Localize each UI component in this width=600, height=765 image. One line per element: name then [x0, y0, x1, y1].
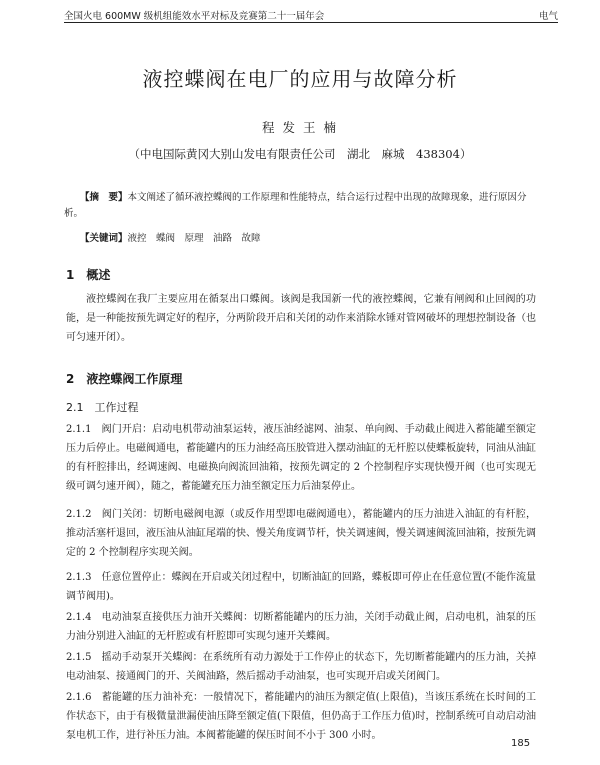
- keywords-text: 液控 蝶阀 原理 油路 故障: [127, 233, 261, 244]
- header-left: 全国火电 600MW 级机组能效水平对标及竞赛第二十一届年会: [64, 11, 325, 22]
- item-head: 任意位置停止：: [101, 572, 172, 583]
- item-2-1-4: [66, 608, 536, 646]
- item-head: 摇动手动泵开关蝶阀：: [101, 652, 203, 663]
- item-head: 阀门开启：: [101, 424, 153, 435]
- item-2-1-1: [66, 420, 536, 496]
- item-text: 启动电机带动油泵运转，液压油经滤网、油泵、单向阀、手动截止阀进入蓄能罐至额定压力后停止。电磁阀通电，蓄能罐内的压力油经高压胶管进入摆动油缸的无杆腔以使蝶板旋转，同油从油缸的有杆腔排出，经调速阀、电磁换向阀流回油箱，按预先调定的 2 个控制程序实现快慢开阀（也可实现无级可调匀速开阀），随之，蓄能罐充压力油至额定压力后油泵停止。: [66, 424, 537, 492]
- subsection-2-1-heading: 2.1 工作过程: [66, 401, 139, 414]
- section-2-heading: 2 液控蝶阀工作原理: [66, 372, 183, 386]
- item-head: 电动油泵直接供压力油开关蝶阀：: [101, 612, 254, 623]
- keywords-label: 【关键词】: [80, 233, 128, 244]
- abstract-label: 【摘 要】: [80, 192, 128, 203]
- author: 程 发 王 楠: [262, 120, 338, 135]
- item-2-1-3: [66, 568, 536, 606]
- item-2-1-2: [66, 505, 536, 562]
- item-num: 2.1.5: [66, 652, 92, 663]
- page-number: 185: [511, 738, 531, 749]
- header-right: 电气: [538, 11, 558, 22]
- item-head: 蓄能罐的压力油补充：: [101, 692, 204, 703]
- running-header: [64, 8, 558, 23]
- item-text: 切断蓄能罐内的压力油，关闭手动截止阀，启动电机，油泵的压力油分别进入油缸的无杆腔或有杆腔即可实现匀速开关蝶阀。: [66, 612, 537, 642]
- item-num: 2.1.3: [66, 572, 92, 583]
- item-num: 2.1.1: [66, 424, 92, 435]
- item-head: 阀门关闭：: [101, 509, 153, 520]
- item-2-1-6: [66, 688, 536, 745]
- abstract-text: 本文阐述了循环液控蝶阀的工作原理和性能特点，结合运行过程中出现的故障现象，进行原因分析。: [64, 192, 527, 219]
- item-num: 2.1.2: [66, 509, 92, 520]
- section-1-paragraph: 液控蝶阀在我厂主要应用在循泵出口蝶阀。该阀是我国新一代的液控蝶阀，它兼有闸阀和止回阀的功能，是一种能按预先调定好的程序，分两阶段开启和关闭的动作来消除水锤对管网破坏的理想控制设备（也可匀速开闭）。: [66, 294, 536, 343]
- affiliation: （中电国际黄冈大别山发电有限责任公司 湖北 麻城 438304）: [128, 147, 472, 161]
- item-2-1-5: [66, 648, 536, 686]
- item-text: 切断电磁阀电源（或反作用型即电磁阀通电），蓄能罐内的压力油进入油缸的有杆腔，推动活塞杆退回，液压油从油缸尾端的快、慢关角度调节杆，快关调速阀，慢关调速阀流回油箱，按预先调定的 2 个控制程序实现关阀。: [66, 509, 537, 558]
- section-1-heading: 1 概述: [66, 268, 111, 282]
- item-text: 蝶阀在开启或关闭过程中，切断油缸的回路，蝶板即可停止在任意位置(不能作流量调节阀用)。: [66, 572, 537, 602]
- keywords: [80, 230, 261, 244]
- abstract: [64, 190, 544, 222]
- item-text: 在系统所有动力源处于工作停止的状态下，先切断蓄能罐内的压力油，关掉电动油泵、接通阀门的开、关阀油路，然后摇动手动油泵，也可实现开启或关闭阀门。: [66, 652, 537, 682]
- item-num: 2.1.4: [66, 612, 92, 623]
- item-num: 2.1.6: [66, 692, 92, 703]
- page-title: 液控蝶阀在电厂的应用与故障分析: [142, 67, 458, 91]
- item-text: 一般情况下，蓄能罐内的油压为额定值(上限值)，当该压系统在长时间的工作状态下，由于有极微量泄漏使油压降至额定值(下限值，但仍高于工作压力值)时，控制系统可自动启动油泵电机工作，进行补压力油。本阀蓄能罐的保压时间不小于 300 小时。: [66, 692, 537, 741]
